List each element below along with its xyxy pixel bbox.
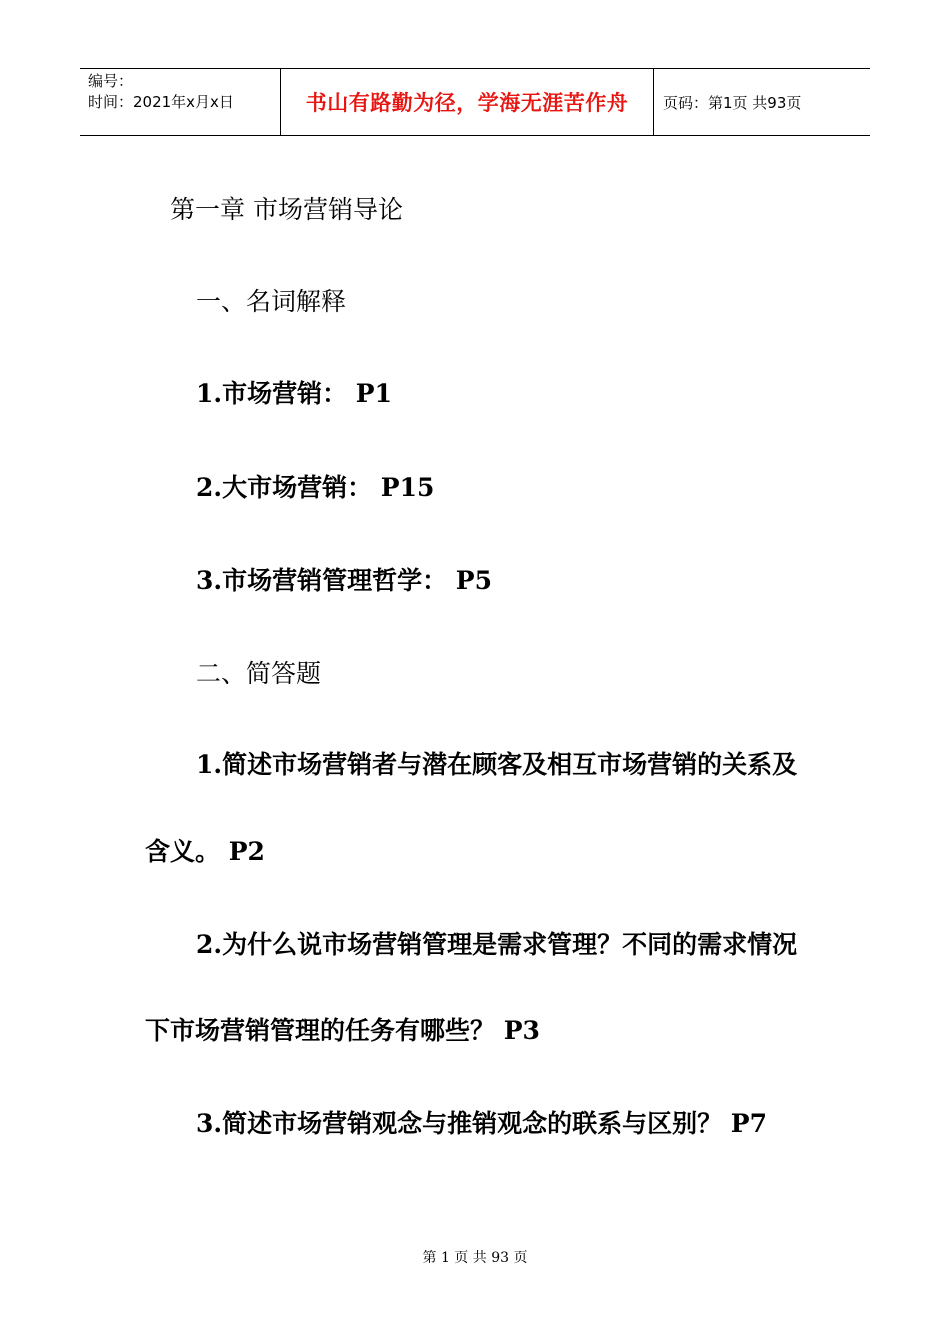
number-label: 编号： [88, 72, 134, 90]
term1: 1.市场营销： P1 [196, 379, 392, 408]
question1-line2: 含义。 P2 [145, 837, 265, 866]
header-motto-cell [281, 69, 654, 135]
page-info: 页码：第1页 共93页 [663, 93, 802, 112]
term3: 3.市场营销管理哲学： P5 [196, 566, 492, 595]
header-meta-cell [80, 69, 281, 135]
term2: 2.大市场营销： P15 [196, 473, 435, 502]
question2-line2: 下市场营销管理的任务有哪些？ P3 [145, 1016, 540, 1045]
question3-line1: 3.简述市场营销观念与推销观念的联系与区别？ P7 [196, 1109, 767, 1138]
chapter-title: 第一章 市场营销导论 [170, 195, 403, 224]
motto-text: 书山有路勤为径，学海无涯苦作舟 [305, 91, 629, 115]
page-footer: 第 1 页 共 93 页 [422, 1250, 528, 1266]
question2-line1: 2.为什么说市场营销管理是需求管理？不同的需求情况 [196, 930, 798, 959]
section2-title: 二、简答题 [196, 659, 322, 688]
time-label: 时间：2021年x月x日 [88, 93, 234, 111]
question1-line1: 1.简述市场营销者与潜在顾客及相互市场营销的关系及 [196, 750, 798, 779]
header-page-cell [654, 69, 870, 135]
section1-title: 一、名词解释 [196, 287, 347, 316]
document-header [80, 68, 870, 136]
